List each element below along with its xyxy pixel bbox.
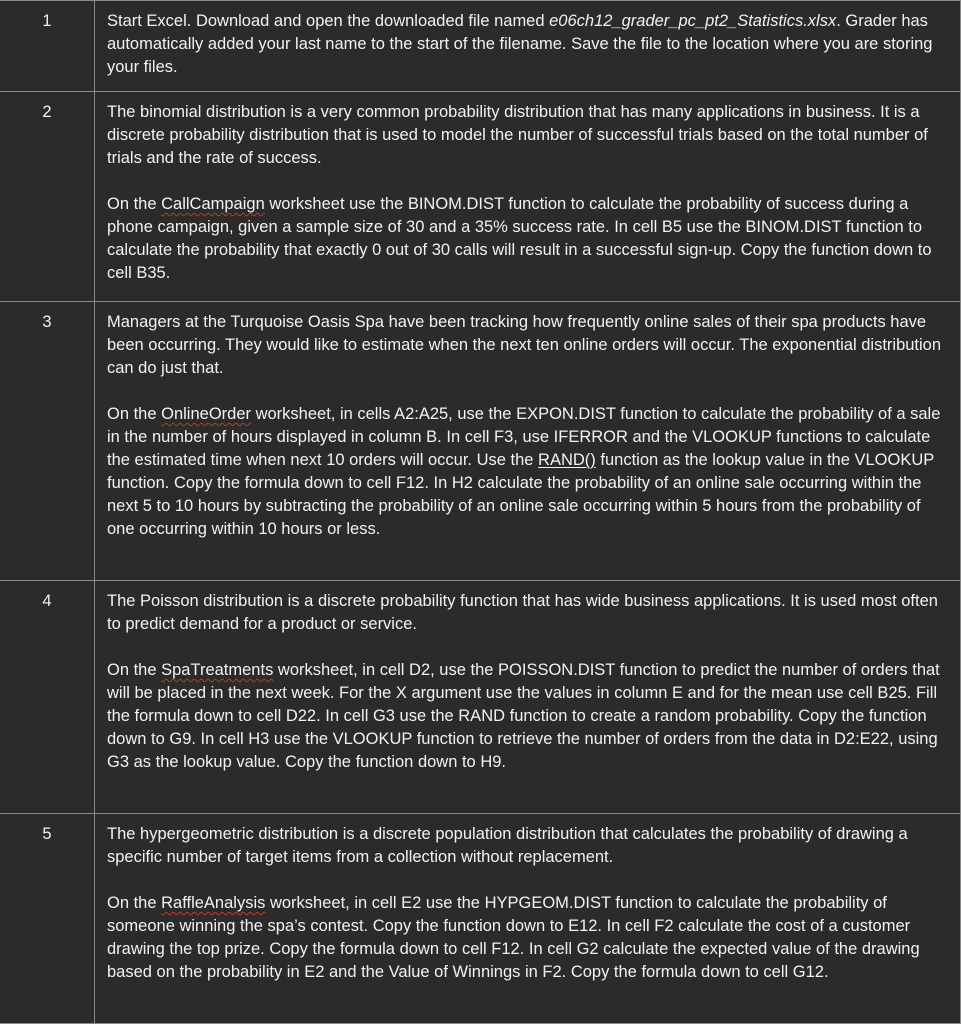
worksheet-name: CallCampaign xyxy=(161,195,265,213)
step-number: 1 xyxy=(0,1,95,92)
step-paragraph: The binomial distribution is a very common probability distribution that has many applications in business. It is a discrete probability distribution that is used to model the number of successful trials based on the total number of trials and the rate of success. xyxy=(107,103,928,167)
step-paragraph: Managers at the Turquoise Oasis Spa have been tracking how frequently online sales of their spa products have been occurring. They would like to estimate when the next ten online orders will occur. The exponential distribution can do just that. xyxy=(107,313,942,377)
step-text xyxy=(95,814,961,1024)
step-row xyxy=(0,302,961,581)
text-segment: . Grader has automatically added your last name to the start of the filename. Save the file to the location where you are storing your files. xyxy=(107,12,933,76)
step-paragraph xyxy=(107,892,948,984)
text-segment: On the xyxy=(107,405,162,423)
text-segment: function as the lookup value in the VLOOKUP function. Copy the formula down to cell F12. In H2 calculate the probability of an online sale occurring within the next 5 to 10 hours by subtracting the probability of an online sale occurring within 5 hours from the probability of one occurring within 10 hours or less. xyxy=(107,451,934,538)
worksheet-name: OnlineOrder xyxy=(161,405,251,423)
text-segment: worksheet, in cell E2 use the HYPGEOM.DIST function to calculate the probability of someone winning the spa’s contest. Copy the function down to E12. In cell F2 calculate the cost of a customer drawing the top prize. Copy the formula down to cell F12. In cell G2 calculate the expected value of the drawing based on the probability in E2 and the Value of Winnings in F2. Copy the formula down to cell G12. xyxy=(107,894,920,981)
step-paragraph: The Poisson distribution is a discrete probability function that has wide business applications. It is used most often to predict demand for a product or service. xyxy=(107,592,938,633)
step-text xyxy=(95,581,961,814)
file-name: e06ch12_grader_pc_pt2_Statistics.xlsx xyxy=(549,12,837,30)
step-text xyxy=(95,302,961,581)
text-segment: worksheet use the BINOM.DIST function to calculate the probability of success during a phone campaign, given a sample size of 30 and a 35% success rate. In cell B5 use the BINOM.DIST function to calculate the probability that exactly 0 out of 30 calls will result in a successful sign-up. Copy the function down to cell B35. xyxy=(107,195,932,282)
text-segment: Start Excel. Download and open the downloaded file named xyxy=(107,12,550,30)
step-number: 5 xyxy=(0,814,95,1024)
step-number: 2 xyxy=(0,92,95,302)
worksheet-name: RaffleAnalysis xyxy=(161,894,266,912)
step-row xyxy=(0,581,961,814)
text-segment: On the xyxy=(107,661,162,679)
text-segment: worksheet, in cell D2, use the POISSON.DIST function to predict the number of orders that will be placed in the next week. For the X argument use the values in column E and for the mean use cell B25. Fill the formula down to cell D22. In cell G3 use the RAND function to create a random probability. Copy the function down to G9. In cell H3 use the VLOOKUP function to retrieve the number of orders from the data in D2:E22, using G3 as the lookup value. Copy the function down to H9. xyxy=(107,661,940,771)
text-segment: worksheet, in cells A2:A25, use the EXPON.DIST function to calculate the probability of a sale in the number of hours displayed in column B. In cell F3, use IFERROR and the VLOOKUP functions to calculate the estimated time when next 10 orders will occur. Use the xyxy=(107,405,941,469)
step-paragraph: The hypergeometric distribution is a discrete population distribution that calculates the probability of drawing a specific number of target items from a collection without replacement. xyxy=(107,825,908,866)
step-number: 3 xyxy=(0,302,95,581)
step-row xyxy=(0,814,961,1024)
step-text xyxy=(95,1,961,92)
step-text xyxy=(95,92,961,302)
step-number: 4 xyxy=(0,581,95,814)
text-segment: On the xyxy=(107,894,162,912)
step-row xyxy=(0,92,961,302)
step-row xyxy=(0,1,961,92)
function-name: RAND() xyxy=(538,451,596,469)
worksheet-name: SpaTreatments xyxy=(161,661,274,679)
step-paragraph xyxy=(107,193,948,285)
step-paragraph xyxy=(107,659,948,774)
step-paragraph xyxy=(107,10,948,79)
step-paragraph xyxy=(107,403,948,541)
text-segment: On the xyxy=(107,195,162,213)
